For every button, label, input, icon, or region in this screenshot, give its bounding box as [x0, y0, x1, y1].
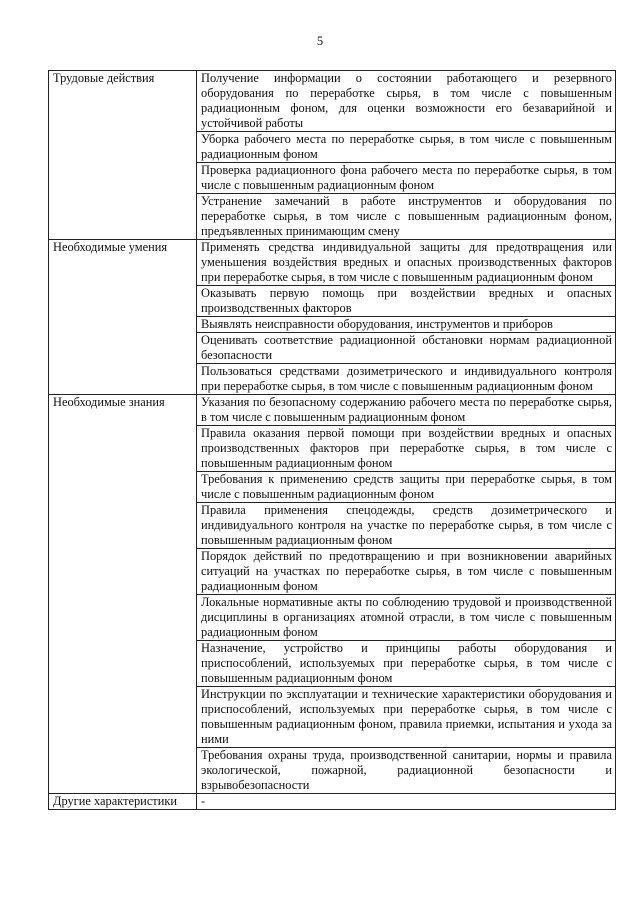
section-label-required-knowledge: Необходимые знания: [49, 395, 197, 794]
table-cell: Требования охраны труда, производственной санитарии, нормы и правила экологической, пожарной, радиационной безопасности и взрывобезопасности: [197, 748, 616, 794]
table-row: [49, 240, 616, 286]
table-cell: Требования к применению средств защиты при переработке сырья, в том числе с повышенным радиационным фоном: [197, 472, 616, 503]
table-cell: Проверка радиационного фона рабочего места по переработке сырья, в том числе с повышенным радиационным фоном: [197, 163, 616, 194]
table-cell: Уборка рабочего места по переработке сырья, в том числе с повышенным радиационным фоном: [197, 132, 616, 163]
table-cell: Оказывать первую помощь при воздействии вредных и опасных производственных факторов: [197, 286, 616, 317]
table-cell: Указания по безопасному содержанию рабочего места по переработке сырья, в том числе с повышенным радиационным фоном: [197, 395, 616, 426]
table-cell: Инструкции по эксплуатации и технические характеристики оборудования и приспособлений, используемых при переработке сырья, в том числе с повышенным радиационным фоном, правила приемки, испытания и ухода за ними: [197, 687, 616, 748]
table-cell: Устранение замечаний в работе инструментов и оборудования по переработке сырья, в том числе с повышенным радиационным фоном, предъявленных принимающим смену: [197, 194, 616, 240]
table-cell: Локальные нормативные акты по соблюдению трудовой и производственной дисциплины в организациях атомной отрасли, в том числе с повышенным радиационным фоном: [197, 595, 616, 641]
table-cell: Порядок действий по предотвращению и при возникновении аварийных ситуаций на участках по переработке сырья, в том числе с повышенным радиационным фоном: [197, 549, 616, 595]
table-row: [49, 395, 616, 426]
table-cell: Применять средства индивидуальной защиты для предотвращения или уменьшения воздействия вредных и опасных производственных факторов при переработке сырья, в том числе с повышенным радиационным фоном: [197, 240, 616, 286]
table-cell: Назначение, устройство и принципы работы оборудования и приспособлений, используемых при переработке сырья, в том числе с повышенным радиационным фоном: [197, 641, 616, 687]
table-cell: Выявлять неисправности оборудования, инструментов и приборов: [197, 317, 616, 333]
section-label-labor-actions: Трудовые действия: [49, 71, 197, 240]
table-cell: Оценивать соответствие радиационной обстановки нормам радиационной безопасности: [197, 333, 616, 364]
section-label-required-skills: Необходимые умения: [49, 240, 197, 395]
page-number: 5: [316, 34, 324, 48]
table-cell: Пользоваться средствами дозиметрического и индивидуального контроля при переработке сырья, в том числе с повышенным радиационным фоном: [197, 364, 616, 395]
table-row: [49, 794, 616, 810]
table-cell: Правила применения спецодежды, средств дозиметрического и индивидуального контроля на участке по переработке сырья, в том числе с повышенным радиационным фоном: [197, 503, 616, 549]
table-row: [49, 71, 616, 132]
table-cell: Получение информации о состоянии работающего и резервного оборудования по переработке сырья, в том числе с повышенным радиационным фоном, для оценки возможности его безаварийной и устойчивой работы: [197, 71, 616, 132]
table-cell: -: [197, 794, 616, 810]
section-label-other-characteristics: Другие характеристики: [49, 794, 197, 810]
requirements-table: [48, 70, 616, 810]
table-cell: Правила оказания первой помощи при воздействии вредных и опасных производственных факторов при переработке сырья, в том числе с повышенным радиационным фоном: [197, 426, 616, 472]
